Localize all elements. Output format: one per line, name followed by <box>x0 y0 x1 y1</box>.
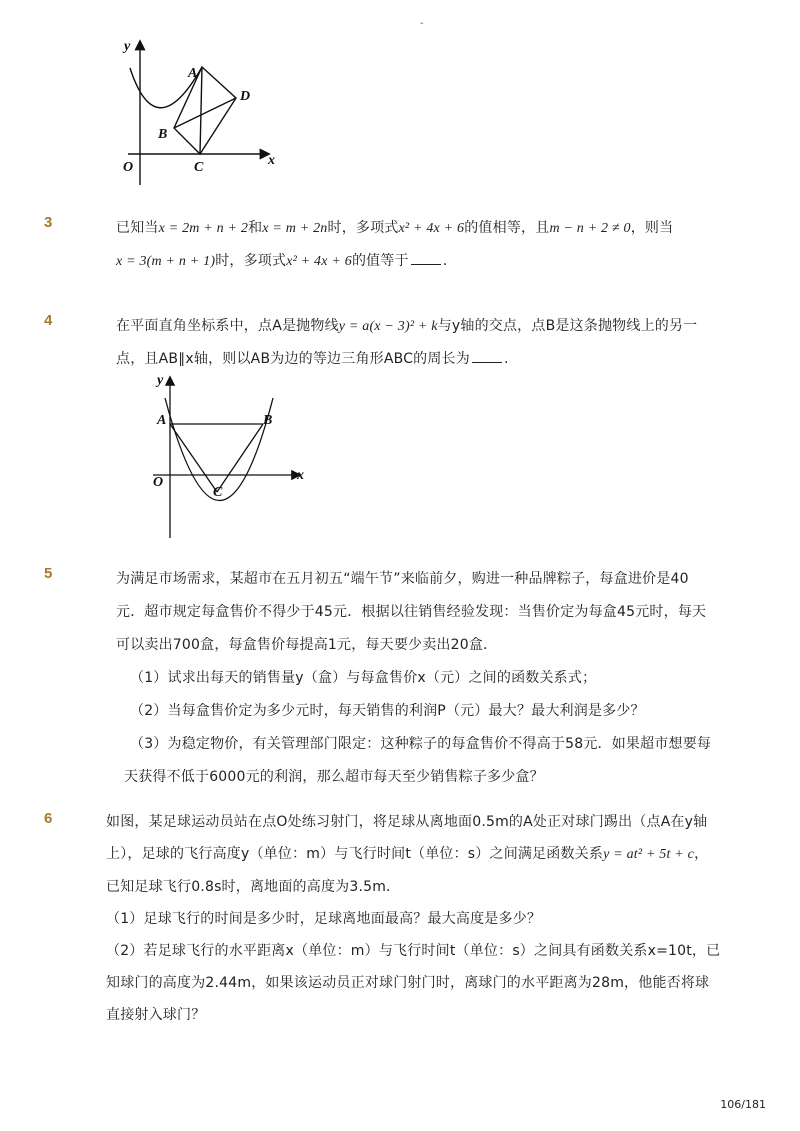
q5-line: 可以卖出700盒，每盒售价每提高1元，每天要少卖出20盒． <box>116 637 498 653</box>
q6-line: 如图，某足球运动员站在点O处练习射门，将足球从离地面0.5m的A处正对球门踢出（点A在y轴 <box>106 814 708 830</box>
label-y: y <box>157 373 164 388</box>
q4-text: 在平面直角坐标系中，点A是抛物线 <box>116 318 339 334</box>
label-o: O <box>123 160 134 175</box>
q6-line: 已知足球飞行0.8s时，离地面的高度为3.5m． <box>106 879 401 895</box>
label-d: D <box>240 89 251 104</box>
page-number: 106/181 <box>720 1098 766 1111</box>
q4-text: . <box>503 351 509 367</box>
q5-subquestion-3: （3）为稳定物价，有关管理部门限定：这种粽子的每盒售价不得高于58元．如果超市想要每 <box>130 736 712 752</box>
question-5-body <box>116 563 711 794</box>
q3-text: 和 <box>248 220 263 236</box>
q3-text: 已知当 <box>116 220 159 236</box>
label-a: A <box>157 413 167 428</box>
question-number-3: 3 <box>44 214 53 231</box>
diagonal-ac <box>200 67 202 154</box>
label-c: C <box>194 160 204 175</box>
q5-line: 天获得不低于6000元的利润，那么超市每天至少销售粽子多少盒？ <box>124 769 544 785</box>
top-mark: - <box>420 18 424 29</box>
label-x: x <box>268 153 275 168</box>
q6-line: 知球门的高度为2.44m，如果该运动员正对球门射门时，离球门的水平距离为28m，他能否将球 <box>106 975 710 991</box>
q6-subquestion-2: （2）若足球飞行的水平距离x（单位：m）与飞行时间t（单位：s）之间具有函数关系x=10t，已 <box>106 943 721 959</box>
q6-math: y = at² + 5t + c <box>603 847 695 862</box>
answer-blank[interactable] <box>411 250 441 265</box>
q3-text: 的值等于 <box>351 253 409 269</box>
q5-subquestion-2: （2）当每盒售价定为多少元时，每天销售的利润P（元）最大？最大利润是多少？ <box>130 703 645 719</box>
label-y: y <box>124 39 131 54</box>
segment-bc <box>217 424 263 492</box>
question-number-6: 6 <box>44 810 53 827</box>
label-a: A <box>188 66 198 81</box>
q5-line: 元．超市规定每盒售价不得少于45元．根据以往销售经验发现：当售价定为每盒45元时，每天 <box>116 604 707 620</box>
q6-line: 直接射入球门？ <box>106 1007 206 1023</box>
q4-text: 与y轴的交点，点B是这条抛物线上的另一 <box>437 318 698 334</box>
question-number-5: 5 <box>44 565 53 582</box>
q3-math: x = m + 2n <box>262 221 328 236</box>
q6-subquestion-1: （1）足球飞行的时间是多少时，足球离地面最高？最大高度是多少？ <box>106 911 542 927</box>
question-3-body <box>116 212 673 278</box>
segment-ac <box>170 424 217 492</box>
answer-blank[interactable] <box>472 348 502 363</box>
label-c: C <box>213 485 223 500</box>
label-b: B <box>263 413 273 428</box>
q6-text: 上），足球的飞行高度y（单位：m）与飞行时间t（单位：s）之间满足函数关系 <box>106 846 604 862</box>
label-o: O <box>153 475 164 490</box>
label-b: B <box>158 127 168 142</box>
q3-text: 的值相等，且 <box>464 220 550 236</box>
question-6-body <box>106 806 720 1031</box>
q6-text: ， <box>694 846 709 862</box>
label-x: x <box>297 468 304 483</box>
q3-text: 时，多项式 <box>215 253 287 269</box>
question-4-body <box>116 310 697 376</box>
figure-parabola-triangle <box>145 368 315 540</box>
question-number-4: 4 <box>44 312 53 329</box>
square-acdb <box>174 67 236 154</box>
q5-subquestion-1: （1）试求出每天的销售量y（盒）与每盒售价x（元）之间的函数关系式； <box>130 670 597 686</box>
q3-text: . <box>442 253 448 269</box>
q4-math: y = a(x − 3)² + k <box>338 319 438 334</box>
q3-math: m − n + 2 ≠ 0 <box>549 221 631 236</box>
figure-quadrilateral <box>110 30 290 190</box>
q4-text: 点，且AB∥x轴，则以AB为边的等边三角形ABC的周长为 <box>116 351 470 367</box>
q3-math: x² + 4x + 6 <box>398 221 465 236</box>
q3-math: x² + 4x + 6 <box>286 254 352 269</box>
q3-text: 时，多项式 <box>327 220 399 236</box>
q3-math: x = 2m + n + 2 <box>158 221 249 236</box>
q3-text: ，则当 <box>630 220 674 236</box>
q3-math: x = 3(m + n + 1) <box>116 254 216 269</box>
q5-line: 为满足市场需求，某超市在五月初五“端午节”来临前夕，购进一种品牌粽子，每盒进价是40 <box>116 571 689 587</box>
